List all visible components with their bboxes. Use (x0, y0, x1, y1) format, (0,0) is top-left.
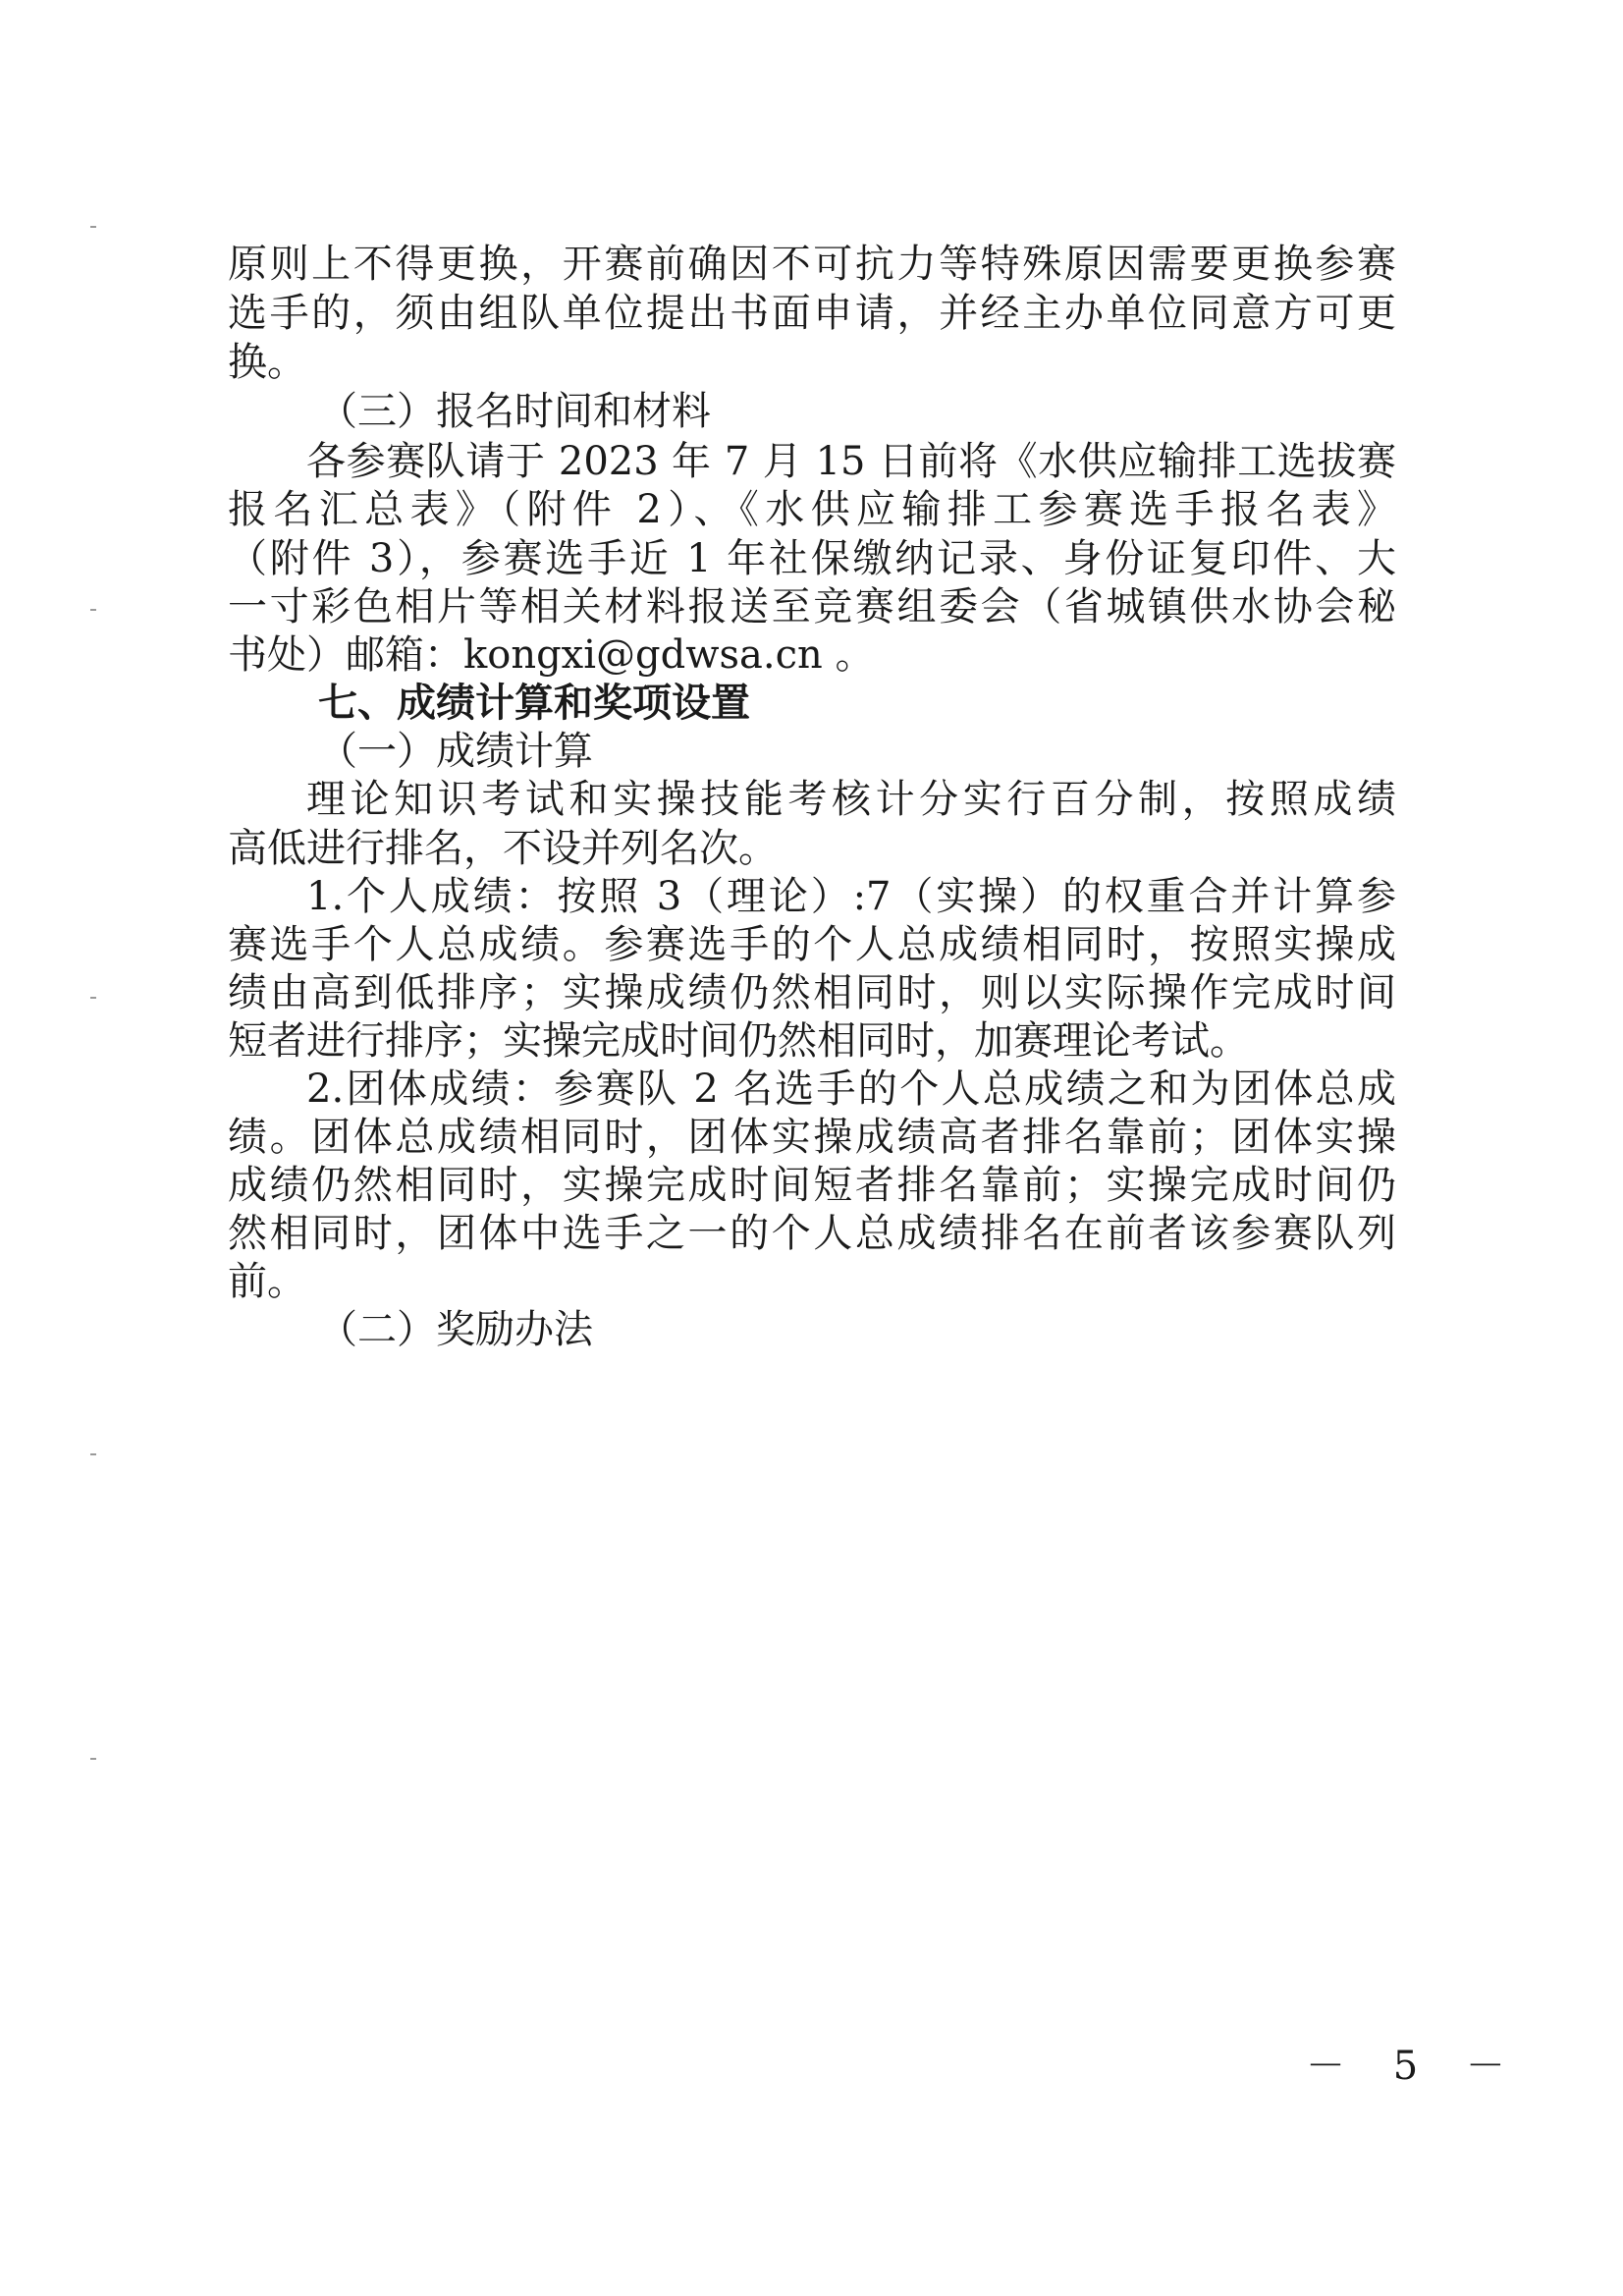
text-line: 绩由高到低排序；实操成绩仍然相同时，则以实际操作完成时间 (228, 970, 1396, 1015)
text-line: 高低进行排名，不设并列名次。 (228, 826, 778, 871)
text-line: 一寸彩色相片等相关材料报送至竞赛组委会（省城镇供水协会秘 (228, 584, 1396, 629)
text-line: 短者进行排序；实操完成时间仍然相同时，加赛理论考试。 (228, 1018, 1249, 1064)
text-line: 选手的，须由组队单位提出书面申请，并经主办单位同意方可更 (228, 291, 1396, 336)
text-line: 赛选手个人总成绩。参赛选手的个人总成绩相同时，按照实操成 (228, 922, 1396, 967)
page-number: － 5 － (1306, 2044, 1523, 2089)
text-line: 各参赛队请于 2023 年 7 月 15 日前将《水供应输排工选拔赛 (306, 439, 1396, 484)
scan-speck (90, 997, 96, 999)
text-line: 理论知识考试和实操技能考核计分实行百分制，按照成绩 (306, 777, 1396, 822)
text-line: 2.团体成绩：参赛队 2 名选手的个人总成绩之和为团体总成 (306, 1066, 1396, 1112)
text-line: 报名汇总表》（附件 2）、《水供应输排工参赛选手报名表》 (228, 487, 1396, 532)
text-line: 书处）邮箱：kongxi@gdwsa.cn 。 (228, 632, 875, 678)
text-line: 绩。团体总成绩相同时，团体实操成绩高者排名靠前；团体实操 (228, 1115, 1396, 1160)
section-subheading: （三）报名时间和材料 (318, 389, 711, 434)
text-line: 前。 (228, 1259, 306, 1304)
text-line: 成绩仍然相同时，实操完成时间短者排名靠前；实操完成时间仍 (228, 1163, 1396, 1208)
scan-speck (90, 1758, 96, 1760)
scan-speck (90, 226, 96, 228)
section-heading: 七、成绩计算和奖项设置 (318, 681, 750, 726)
text-line: 1.个人成绩：按照 3（理论）:7（实操）的权重合并计算参 (306, 874, 1396, 919)
scan-speck (90, 1453, 96, 1455)
section-subheading: （一）成绩计算 (318, 729, 593, 774)
section-subheading: （二）奖励办法 (318, 1307, 593, 1352)
scan-speck (90, 609, 96, 611)
text-line: （附件 3），参赛选手近 1 年社保缴纳记录、身份证复印件、大 (228, 536, 1396, 581)
text-line: 然相同时，团体中选手之一的个人总成绩排名在前者该参赛队列 (228, 1211, 1396, 1256)
text-line: 换。 (228, 340, 306, 385)
text-line: 原则上不得更换，开赛前确因不可抗力等特殊原因需要更换参赛 (228, 242, 1396, 287)
